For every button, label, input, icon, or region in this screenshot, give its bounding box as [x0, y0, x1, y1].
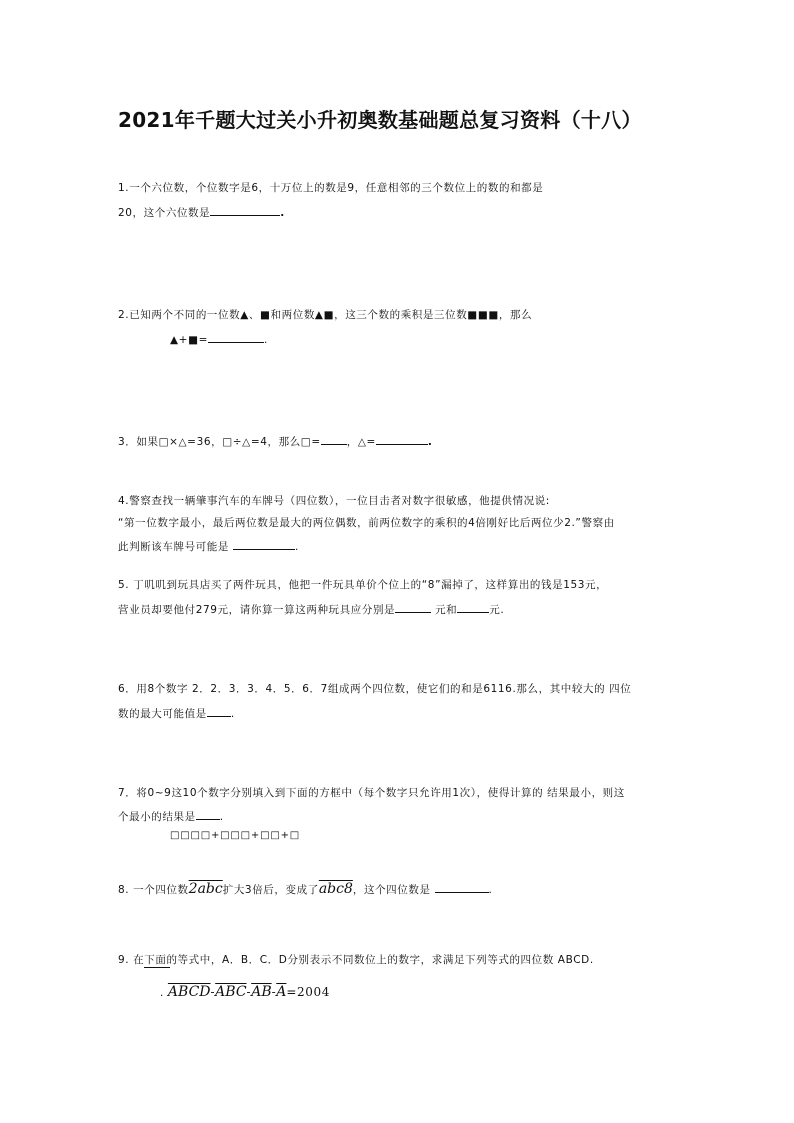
q1-line2: [118, 204, 285, 220]
q5-blank-first[interactable]: [395, 601, 431, 613]
q1-answer-blank[interactable]: [210, 204, 280, 216]
q7-line2-end: .: [219, 811, 224, 823]
q6-line1: 6．用8个数字 2．2．3．3．4．5．6．7组成两个四位数，使它们的和是6116.那么，其中较大的 四位: [118, 683, 632, 695]
q9-eq-dot: .: [160, 987, 164, 999]
q8-number-2abc: 2abc: [188, 881, 223, 897]
q5-line1: 5. 丁叽叽到玩具店买了两件玩具，他把一件玩具单价个位上的“8”漏掉了，这样算出的钱是153元，: [118, 579, 608, 591]
q1-line1: 1.一个六位数，个位数字是6，十万位上的数是9，任意相邻的三个数位上的数的和都是: [118, 182, 544, 194]
q1-line2-text: 20，这个六位数是: [118, 207, 211, 219]
q9-overline-mark: [144, 967, 170, 968]
q5-line2-mid: 元和: [431, 604, 458, 616]
q2-line1: 2.已知两个不同的一位数▲、■和两位数▲■，这三个数的乘积是三位数■■■，那么: [118, 309, 533, 321]
q6-answer-blank[interactable]: [207, 705, 231, 717]
q4-line2: “第一位数字最小，最后两位数是最大的两位偶数，前两位数字的乘积的4倍刚好比后两位少2.”警察由: [118, 517, 615, 529]
q6-line2-text: 数的最大可能值是: [118, 708, 207, 720]
q6-line2: [118, 705, 235, 721]
q3-text-end: .: [427, 436, 433, 448]
q6-line2-end: .: [230, 708, 235, 720]
q8-text-mid: 扩大3倍后，变成了: [222, 884, 319, 896]
q7-line2: [118, 808, 224, 824]
q4-line3-end: .: [294, 541, 299, 553]
q2-line2-text: ▲+■=: [170, 334, 208, 346]
q3-text-mid: ，△=: [346, 436, 376, 448]
q4-line3: [118, 538, 299, 554]
q8-answer-blank[interactable]: [435, 881, 489, 893]
q5-line2-end: 元.: [489, 604, 505, 616]
q9-minus-2: -: [246, 985, 252, 999]
q2-line2: [170, 331, 268, 347]
q4-answer-blank[interactable]: [233, 538, 295, 550]
q9-line1: 9. 在下面的等式中，A．B．C．D分别表示不同数位上的数字，求满足下列等式的四位数 ABCD.: [118, 954, 594, 966]
q9-result: =2004: [286, 985, 330, 999]
q3-blank-square[interactable]: [321, 433, 347, 445]
q9-minus-1: -: [210, 985, 216, 999]
q4-line3-text: 此判断该车牌号可能是: [118, 541, 233, 553]
q4-line1: 4.警察查找一辆肇事汽车的车牌号（四位数），一位目击者对数字很敏感，他提供情况说:: [118, 495, 550, 507]
document-title: 2021年千题大过关小升初奥数基础题总复习资料（十八）: [118, 108, 642, 132]
q9-term-abcd: ABCD: [167, 984, 211, 1000]
q3-blank-triangle[interactable]: [376, 433, 428, 445]
q9-term-abc: $\overline{ABC}$: [215, 984, 247, 1000]
q8-text: 8. 一个四位数: [118, 884, 189, 896]
q8-line: [118, 881, 492, 897]
q8-text-end: .: [488, 884, 493, 896]
q7-line1: 7．将0~9这10个数字分别填入到下面的方框中（每个数字只允许用1次），使得计算的 结果最小，则这: [118, 787, 625, 799]
q8-text-after: ，这个四位数是: [352, 884, 435, 896]
q2-line2-end: .: [264, 334, 268, 346]
q3-text: 3．如果□×△=36，□÷△=4，那么□=: [118, 436, 321, 448]
q7-line2-text: 个最小的结果是: [118, 811, 196, 823]
q9-equation: [160, 985, 330, 1000]
q1-line2-end: .: [280, 207, 285, 219]
q9-term-ab: $\overline{AB}$: [251, 984, 272, 1000]
q5-line2-text: 营业员却要他付279元，请你算一算这两种玩具应分别是: [118, 604, 396, 616]
q7-boxes-expression: □□□□+□□□+□□+□: [170, 830, 301, 841]
q7-answer-blank[interactable]: [196, 808, 220, 820]
q5-blank-second[interactable]: [457, 601, 489, 613]
q8-number-abc8: abc8: [318, 881, 353, 897]
q2-answer-blank[interactable]: [208, 331, 264, 343]
q9-term-a: $\overline{A}$: [276, 984, 287, 1000]
q3-line: [118, 433, 433, 449]
q5-line2: [118, 601, 504, 617]
q9-minus-3: -: [271, 985, 277, 999]
